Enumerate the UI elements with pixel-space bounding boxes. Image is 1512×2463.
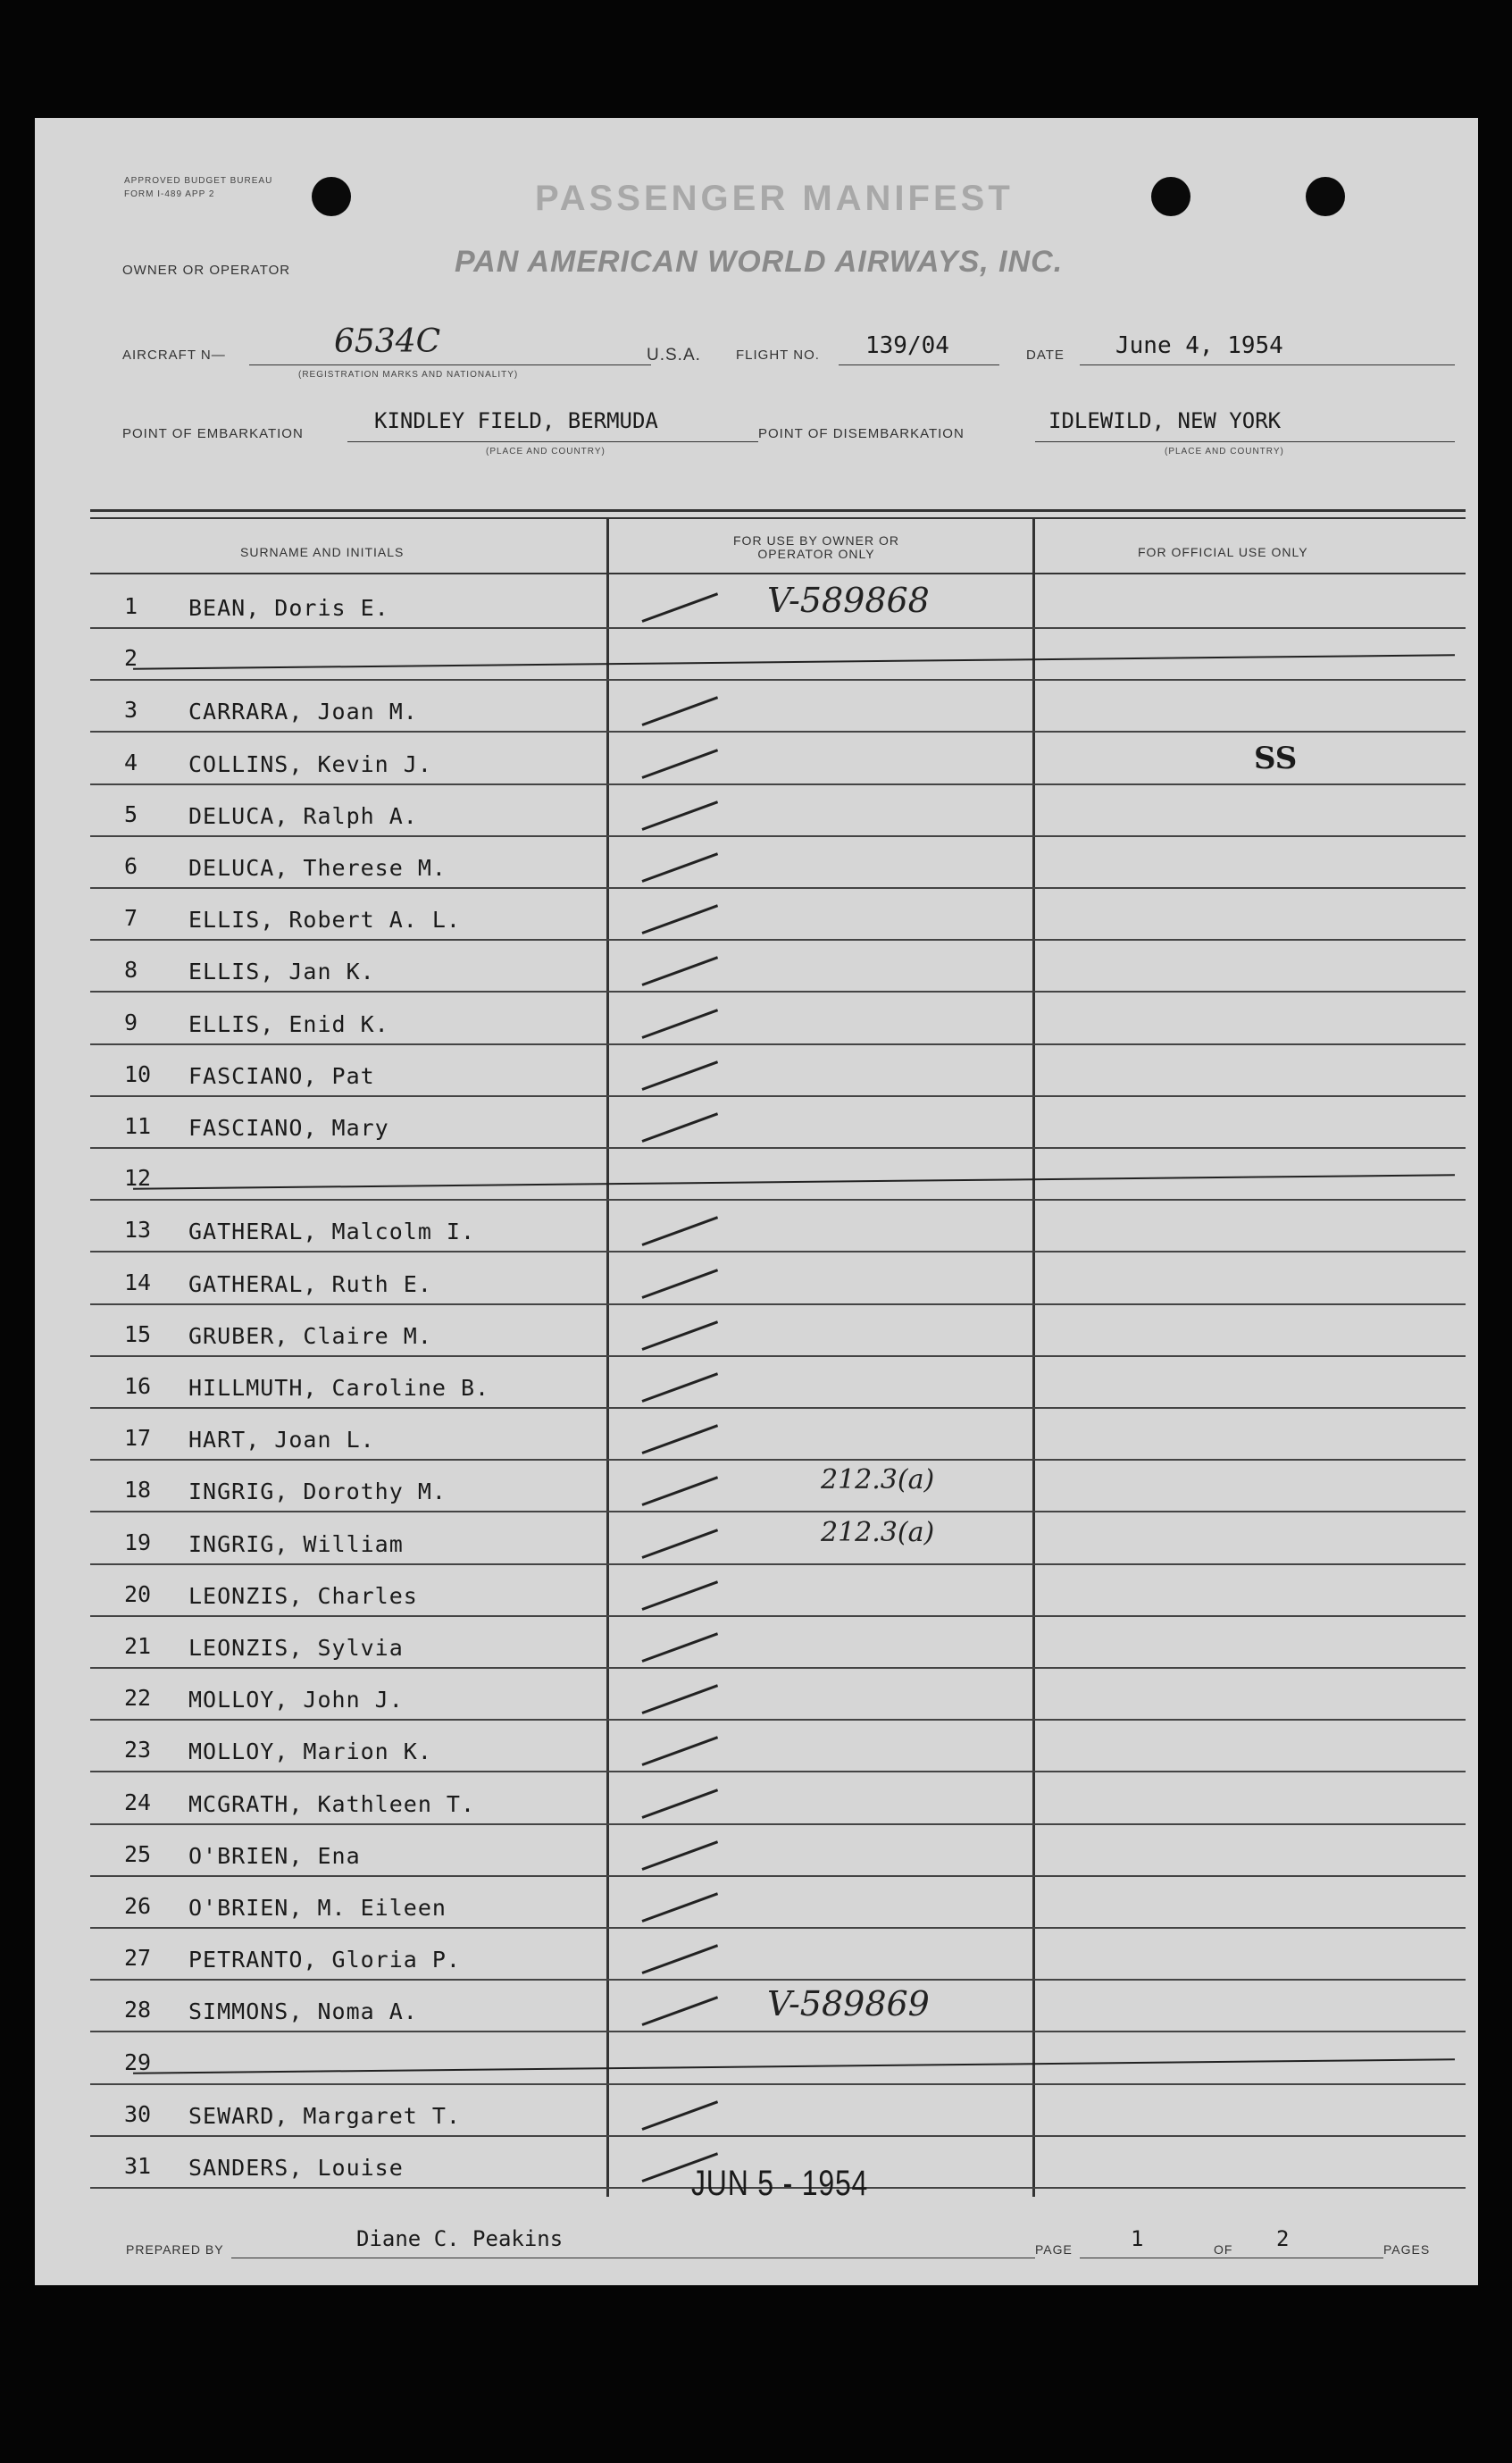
check-mark	[641, 2100, 718, 2131]
flight-label: FLIGHT NO.	[736, 348, 820, 363]
passenger-name: FASCIANO, Pat	[188, 1062, 375, 1089]
date-label: DATE	[1026, 348, 1065, 363]
passenger-name: LEONZIS, Charles	[188, 1582, 418, 1609]
row-rule	[90, 1771, 1466, 1772]
row-number: 25	[124, 1840, 152, 1867]
form-code: APPROVED BUDGET BUREAU	[124, 176, 273, 186]
flight-value: 139/04	[865, 332, 949, 359]
row-rule	[90, 1199, 1466, 1201]
column-header-surname: SURNAME AND INITIALS	[240, 545, 405, 559]
date-value: June 4, 1954	[1115, 332, 1283, 359]
check-mark	[641, 749, 718, 779]
passenger-name: SEWARD, Margaret T.	[188, 2102, 461, 2129]
row-rule	[90, 1147, 1466, 1149]
row-rule	[90, 1043, 1466, 1045]
row-rule	[90, 2135, 1466, 2137]
operator-note: 212.3(a)	[821, 1464, 935, 1496]
embark-line	[347, 441, 758, 442]
row-rule	[90, 2083, 1466, 2085]
passenger-name: BEAN, Doris E.	[188, 595, 389, 621]
row-number: 28	[124, 1997, 152, 2023]
column-divider-2	[1032, 517, 1035, 2197]
row-number: 19	[124, 1529, 152, 1555]
passenger-name: DELUCA, Therese M.	[188, 855, 447, 881]
check-mark	[641, 697, 718, 727]
row-rule	[90, 1251, 1466, 1252]
check-mark	[641, 1009, 718, 1039]
prepared-by-value: Diane C. Peakins	[356, 2226, 564, 2251]
passenger-name: SIMMONS, Noma A.	[188, 1998, 418, 2025]
passenger-name: O'BRIEN, Ena	[188, 1842, 361, 1869]
passenger-name: FASCIANO, Mary	[188, 1115, 389, 1141]
row-rule	[90, 1719, 1466, 1721]
check-mark	[641, 1580, 718, 1611]
row-rule	[90, 939, 1466, 941]
passenger-name: MCGRATH, Kathleen T.	[188, 1790, 476, 1817]
row-number: 31	[124, 2153, 152, 2179]
punch-hole-right	[1306, 177, 1345, 216]
row-number: 27	[124, 1945, 152, 1972]
received-date-stamp: JUN 5 - 1954	[691, 2164, 869, 2203]
check-mark	[641, 1477, 718, 1507]
official-note: SS	[1254, 740, 1298, 776]
check-mark	[641, 1997, 718, 2027]
row-number: 24	[124, 1789, 152, 1815]
row-rule	[90, 1511, 1466, 1512]
row-rule	[90, 887, 1466, 889]
passenger-name: GATHERAL, Malcolm I.	[188, 1219, 476, 1245]
passenger-name: ELLIS, Robert A. L.	[188, 907, 461, 934]
embark-label: POINT OF EMBARKATION	[122, 426, 304, 441]
row-rule	[90, 2031, 1466, 2032]
row-number: 1	[124, 593, 138, 619]
row-number: 12	[124, 1165, 152, 1192]
row-rule	[90, 835, 1466, 837]
check-mark	[641, 1840, 718, 1871]
date-line	[1080, 364, 1455, 365]
passenger-name: CARRARA, Joan M.	[188, 699, 418, 725]
usa-label: U.S.A.	[647, 346, 701, 364]
row-rule	[90, 991, 1466, 993]
document-title: PASSENGER MANIFEST	[535, 179, 1014, 218]
disembark-line	[1035, 441, 1455, 442]
pages-label: PAGES	[1383, 2242, 1431, 2257]
table-top-rule	[90, 509, 1466, 512]
check-mark	[641, 1269, 718, 1299]
passenger-name: HART, Joan L.	[188, 1427, 375, 1454]
passenger-name: ELLIS, Jan K.	[188, 959, 375, 985]
row-rule	[90, 1095, 1466, 1097]
passenger-name: GRUBER, Claire M.	[188, 1322, 432, 1349]
passenger-name: PETRANTO, Gloria P.	[188, 1947, 461, 1973]
row-rule	[90, 627, 1466, 629]
row-rule	[90, 1927, 1466, 1929]
row-number: 20	[124, 1580, 152, 1607]
column-header-rule	[90, 573, 1466, 574]
row-number: 6	[124, 853, 138, 879]
row-rule	[90, 1459, 1466, 1461]
check-mark	[641, 800, 718, 831]
row-rule	[90, 1563, 1466, 1565]
row-rule	[90, 1355, 1466, 1357]
check-mark	[641, 1424, 718, 1454]
row-rule	[90, 1875, 1466, 1877]
row-rule	[90, 1667, 1466, 1669]
check-mark	[641, 1217, 718, 1247]
check-mark	[641, 852, 718, 883]
check-mark	[641, 592, 718, 623]
passenger-name: INGRIG, William	[188, 1530, 404, 1557]
disembark-value: IDLEWILD, NEW YORK	[1048, 408, 1282, 433]
passenger-name: COLLINS, Kevin J.	[188, 750, 432, 777]
of-value: 2	[1276, 2226, 1290, 2251]
check-mark	[641, 1060, 718, 1091]
page-value: 1	[1131, 2226, 1144, 2251]
passenger-name: O'BRIEN, M. Eileen	[188, 1895, 447, 1921]
passenger-name: SANDERS, Louise	[188, 2155, 404, 2181]
passenger-name: DELUCA, Ralph A.	[188, 802, 418, 829]
check-mark	[641, 1372, 718, 1403]
table-top-rule-2	[90, 517, 1466, 519]
row-number: 11	[124, 1113, 152, 1139]
page-label: PAGE	[1035, 2242, 1073, 2257]
row-number: 14	[124, 1269, 152, 1295]
check-mark	[641, 1632, 718, 1663]
row-rule	[90, 1407, 1466, 1409]
void-line	[133, 654, 1455, 669]
operator-name: PAN AMERICAN WORLD AIRWAYS, INC.	[455, 245, 1064, 279]
manifest-page	[35, 118, 1478, 2285]
aircraft-value: 6534C	[334, 323, 441, 360]
registration-caption: (REGISTRATION MARKS AND NATIONALITY)	[298, 370, 519, 380]
check-mark	[641, 1892, 718, 1923]
row-number: 2	[124, 645, 138, 672]
owner-label: OWNER OR OPERATOR	[122, 263, 291, 278]
column-header-owner-use: FOR USE BY OWNER OR OPERATOR ONLY	[733, 533, 899, 561]
row-number: 15	[124, 1320, 152, 1347]
row-number: 17	[124, 1425, 152, 1452]
check-mark	[641, 1737, 718, 1767]
row-number: 9	[124, 1009, 138, 1035]
check-mark	[641, 1529, 718, 1559]
row-rule	[90, 783, 1466, 785]
passenger-name: LEONZIS, Sylvia	[188, 1635, 404, 1661]
check-mark	[641, 1112, 718, 1143]
row-number: 16	[124, 1373, 152, 1399]
punch-hole-mid	[1151, 177, 1190, 216]
row-number: 21	[124, 1633, 152, 1659]
check-mark	[641, 1320, 718, 1351]
row-rule	[90, 679, 1466, 681]
row-number: 10	[124, 1060, 152, 1087]
void-line	[133, 2058, 1455, 2073]
row-rule	[90, 731, 1466, 733]
passenger-name: HILLMUTH, Caroline B.	[188, 1375, 490, 1401]
row-number: 8	[124, 957, 138, 984]
column-header-official-use: FOR OFFICIAL USE ONLY	[1138, 545, 1308, 559]
operator-note: 212.3(a)	[821, 1516, 935, 1548]
disembark-caption: (PLACE AND COUNTRY)	[1165, 447, 1284, 457]
row-number: 23	[124, 1737, 152, 1763]
operator-note: V-589868	[767, 581, 930, 620]
row-number: 22	[124, 1685, 152, 1712]
row-rule	[90, 1615, 1466, 1617]
flight-line	[839, 364, 999, 365]
row-rule	[90, 1303, 1466, 1305]
check-mark	[641, 904, 718, 934]
check-mark	[641, 1684, 718, 1714]
punch-hole-left	[312, 177, 351, 216]
row-number: 3	[124, 697, 138, 724]
check-mark	[641, 1789, 718, 1819]
aircraft-label: AIRCRAFT N—	[122, 348, 226, 363]
row-number: 30	[124, 2100, 152, 2127]
embark-value: KINDLEY FIELD, BERMUDA	[374, 408, 658, 433]
row-number: 4	[124, 749, 138, 775]
prepared-by-label: PREPARED BY	[126, 2242, 224, 2257]
disembark-label: POINT OF DISEMBARKATION	[758, 426, 965, 441]
row-number: 7	[124, 905, 138, 932]
check-mark	[641, 957, 718, 987]
passenger-name: ELLIS, Enid K.	[188, 1010, 389, 1037]
row-number: 26	[124, 1893, 152, 1919]
passenger-name: MOLLOY, John J.	[188, 1687, 404, 1713]
void-line	[133, 1174, 1455, 1189]
row-number: 13	[124, 1217, 152, 1244]
check-mark	[641, 1944, 718, 1974]
row-rule	[90, 1823, 1466, 1825]
passenger-name: GATHERAL, Ruth E.	[188, 1270, 432, 1297]
of-label: OF	[1214, 2242, 1233, 2257]
aircraft-line	[249, 364, 651, 365]
row-number: 18	[124, 1477, 152, 1504]
embark-caption: (PLACE AND COUNTRY)	[486, 447, 606, 457]
operator-note: V-589869	[767, 1984, 930, 2024]
passenger-name: MOLLOY, Marion K.	[188, 1738, 432, 1765]
passenger-name: INGRIG, Dorothy M.	[188, 1479, 447, 1505]
column-divider-1	[606, 517, 609, 2197]
row-number: 5	[124, 800, 138, 827]
form-code-2: FORM I-489 APP 2	[124, 189, 215, 199]
row-number: 29	[124, 2048, 152, 2075]
row-rule	[90, 1979, 1466, 1981]
